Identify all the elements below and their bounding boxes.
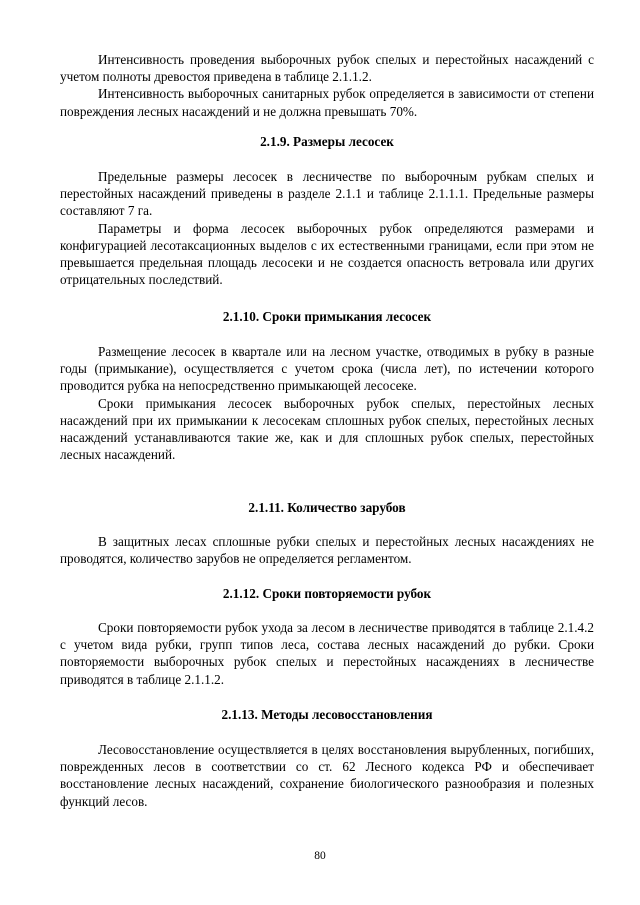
intro-text (60, 51, 594, 120)
section-heading-2-1-10: 2.1.10. Сроки примыкания лесосек (222, 309, 432, 324)
section-2-1-11-body (60, 533, 594, 567)
section-heading-2-1-11: 2.1.11. Количество зарубов (248, 500, 406, 515)
paragraph: В защитных лесах сплошные рубки спелых и перестойных лесных насаждениях не проводятся, количество зарубов не определяется регламентом. (60, 534, 594, 567)
section-2-1-12-body (60, 619, 594, 688)
section-heading-2-1-13: 2.1.13. Методы лесовосстановления (221, 707, 433, 722)
paragraph: Сроки примыкания лесосек выборочных рубок спелых, перестойных лесных насаждений при их примыкании к лесосекам сплошных рубок спелых, перестойных лесных насаждений устанавливаются такие же, как и для сплошных рубок спелых, перестойных лесных насаждений. (60, 395, 594, 463)
section-heading-2-1-12: 2.1.12. Сроки повторяемости рубок (222, 586, 432, 601)
page-number: 80 (314, 850, 326, 862)
paragraph: Предельные размеры лесосек в лесничестве по выборочным рубкам спелых и перестойных насаждений приведены в разделе 2.1.1 и таблице 2.1.1.1. Предельные размеры составляют 7 га. (60, 169, 594, 219)
section-2-1-13-body (60, 741, 594, 810)
section-2-1-9-body (60, 168, 594, 288)
section-2-1-10-body (60, 343, 594, 463)
paragraph: Параметры и форма лесосек выборочных рубок определяются размерами и конфигурацией лесотаксационных выделов с их естественными границами, если при этом не превышается предельная площадь лесосеки и не создается опасность ветровала или других отрицательных последствий. (60, 220, 594, 288)
paragraph: Размещение лесосек в квартале или на лесном участке, отводимых в рубку в разные годы (примыкание), осуществляется с учетом срока (числа лет), по истечении которого проводится рубка на непосредственно примыкающей лесосеке. (60, 344, 594, 394)
paragraph: Интенсивность выборочных санитарных рубок определяется в зависимости от степени повреждения лесных насаждений и не должна превышать 70%. (60, 86, 594, 119)
paragraph: Лесовосстановление осуществляется в целях восстановления вырубленных, погибших, поврежденных лесов в соответствии со ст. 62 Лесного кодекса РФ и обеспечивает восстановление лесных насаждений, сохранение биологического разнообразия и полезных функций лесов. (60, 742, 594, 809)
paragraph: Интенсивность проведения выборочных рубок спелых и перестойных насаждений с учетом полноты древостоя приведена в таблице 2.1.1.2. (60, 52, 594, 85)
paragraph: Сроки повторяемости рубок ухода за лесом в лесничестве приводятся в таблице 2.1.4.2 с учетом вида рубки, групп типов леса, состава лесных насаждений до рубки. Сроки повторяемости выборочных рубок спелых и перестойных насаждениях в лесничестве приводятся в таблице 2.1.1.2. (60, 620, 594, 687)
section-heading-2-1-9: 2.1.9. Размеры лесосек (260, 134, 394, 149)
